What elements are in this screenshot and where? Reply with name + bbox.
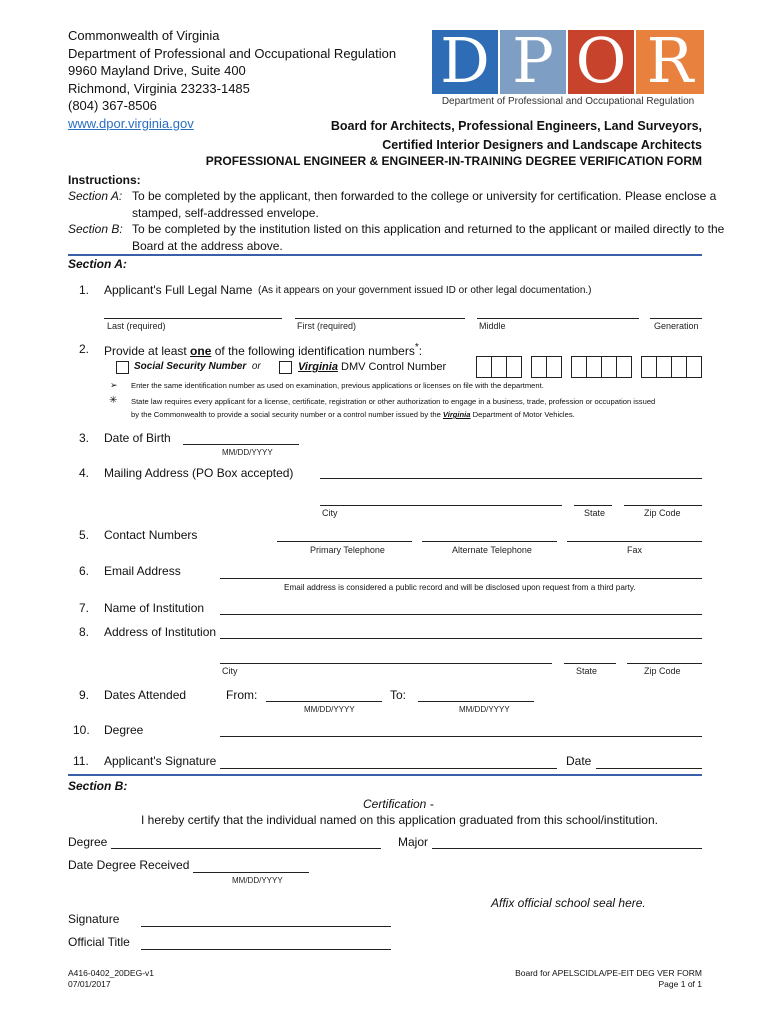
id-digit-box[interactable] [616, 356, 632, 378]
dpor-logo [432, 30, 704, 110]
q9-number: 9. [79, 688, 90, 702]
q5-label: Contact Numbers [104, 528, 198, 542]
last-name-caption: Last (required) [107, 321, 166, 331]
institution-city-field[interactable] [220, 663, 552, 664]
id-digit-box[interactable] [601, 356, 617, 378]
agency-line: Department of Professional and Occupational Regulation [68, 45, 397, 61]
asterisk-bullet-icon: ✳ [109, 395, 118, 406]
last-name-field[interactable] [104, 318, 282, 319]
alternate-telephone-field[interactable] [422, 541, 557, 542]
q6-label: Email Address [104, 564, 181, 578]
mailing-state-field[interactable] [574, 505, 612, 506]
from-label: From: [226, 688, 258, 702]
q2-law-note: State law requires every applicant for a license, certificate, registration or other authorization to engage in a business, trade, profession or occupation issued [131, 397, 656, 406]
section-a-heading: Section A: [68, 257, 127, 271]
school-seal-note: Affix official school seal here. [491, 896, 646, 910]
institution-zip-caption: Zip Code [644, 666, 681, 676]
id-digit-box[interactable] [491, 356, 507, 378]
id-digit-box[interactable] [571, 356, 587, 378]
degree-label: Degree [68, 835, 108, 849]
logo-caption: Department of Professional and Occupational Regulation [441, 96, 695, 107]
certified-degree-field[interactable] [111, 848, 381, 849]
instructions-b-text: To be completed by the institution listed on this application and returned to the applicant or mailed directly to the [132, 222, 725, 236]
ssn-checkbox[interactable] [116, 361, 129, 374]
q1-label: Applicant's Full Legal Name [104, 283, 253, 297]
id-digit-box[interactable] [546, 356, 562, 378]
q2-label: Provide at least one of the following identification numbers*: [104, 342, 423, 358]
official-signature-label: Signature [68, 912, 120, 926]
fax-caption: Fax [627, 545, 643, 555]
agency-line: Commonwealth of Virginia [68, 28, 220, 43]
instructions-b-text: Board at the address above. [132, 239, 283, 253]
middle-name-caption: Middle [479, 321, 506, 331]
id-digit-box[interactable] [656, 356, 672, 378]
q2-number: 2. [79, 342, 90, 356]
primary-telephone-caption: Primary Telephone [310, 545, 385, 555]
id-digit-box[interactable] [671, 356, 687, 378]
q5-number: 5. [79, 528, 90, 542]
mailing-city-field[interactable] [320, 505, 562, 506]
agency-line: 9960 Mayland Drive, Suite 400 [68, 63, 246, 78]
q1-note: (As it appears on your government issued ID or other legal documentation.) [258, 285, 592, 296]
board-name [331, 117, 702, 155]
date-degree-received-field[interactable] [193, 872, 309, 873]
major-field[interactable] [432, 848, 702, 849]
instructions-a-text: stamped, self-addressed envelope. [132, 206, 319, 220]
q3-label: Date of Birth [104, 431, 171, 445]
agency-line: Richmond, Virginia 23233-1485 [68, 80, 250, 96]
q8-label: Address of Institution [104, 625, 217, 639]
instructions-heading: Instructions: [68, 173, 141, 187]
ssn-label: Social Security Number or [134, 361, 261, 372]
mailing-zip-field[interactable] [624, 505, 702, 506]
q9-label: Dates Attended [104, 688, 187, 702]
arrow-bullet-icon: ➢ [110, 380, 118, 390]
section-b-heading: Section B: [68, 779, 128, 793]
q1-number: 1. [79, 283, 90, 297]
section-divider [68, 774, 702, 776]
generation-caption: Generation [654, 321, 699, 331]
mailing-city-caption: City [322, 508, 338, 518]
mailing-address-field[interactable] [320, 478, 702, 479]
agency-line: (804) 367-8506 [68, 98, 157, 113]
dmv-checkbox[interactable] [279, 361, 292, 374]
logo-letter-d: D [440, 30, 490, 97]
id-digit-box[interactable] [506, 356, 522, 378]
dob-format-caption: MM/DD/YYYY [222, 448, 273, 457]
to-format-caption: MM/DD/YYYY [459, 705, 510, 714]
id-digit-box[interactable] [531, 356, 547, 378]
footer-right [515, 968, 702, 990]
email-note: Email address is considered a public record and will be disclosed upon request from a third party. [284, 583, 636, 592]
mailing-state-caption: State [584, 508, 606, 518]
institution-name-field[interactable] [220, 614, 702, 615]
q10-label: Degree [104, 723, 144, 737]
q3-number: 3. [79, 431, 90, 445]
q10-number: 10. [73, 723, 90, 737]
mailing-zip-caption: Zip Code [644, 508, 681, 518]
institution-state-field[interactable] [564, 663, 616, 664]
major-label: Major [398, 835, 429, 849]
q4-label: Mailing Address (PO Box accepted) [104, 466, 294, 480]
q11-number: 11. [73, 754, 89, 768]
form-name: Board for APELSCIDLA/PE-EIT DEG VER FORM [515, 968, 702, 978]
official-title-field[interactable] [141, 949, 391, 950]
form-date: 07/01/2017 [68, 979, 111, 989]
instructions-a-label: Section A: [68, 189, 123, 203]
q7-number: 7. [79, 601, 90, 615]
alternate-telephone-caption: Alternate Telephone [452, 545, 532, 555]
logo-letter-r: R [646, 30, 694, 97]
q2-law-note: by the Commonwealth to provide a social security number or a control number issued by the Virginia Department of Motor Vehicles. [131, 410, 575, 419]
email-address-field[interactable] [220, 578, 702, 579]
first-name-caption: First (required) [297, 321, 357, 331]
signature-date-field[interactable] [596, 768, 702, 769]
signature-date-label: Date [566, 754, 592, 768]
q7-label: Name of Institution [104, 601, 205, 615]
applicant-signature-field[interactable] [220, 768, 557, 769]
q4-number: 4. [79, 466, 90, 480]
institution-state-caption: State [576, 666, 598, 676]
date-of-birth-field[interactable] [183, 444, 299, 445]
dmv-label: Virginia DMV Control Number [298, 361, 447, 373]
q8-number: 8. [79, 625, 90, 639]
instructions-a-text: To be completed by the applicant, then forwarded to the college or university for certification. Please enclose a [132, 189, 717, 203]
to-label: To: [390, 688, 407, 702]
website-link[interactable]: www.dpor.virginia.gov [68, 115, 194, 131]
footer-left [68, 968, 154, 990]
q11-label: Applicant's Signature [104, 754, 217, 768]
certification-text: I hereby certify that the individual named on this application graduated from this school/institution. [141, 813, 658, 827]
primary-telephone-field[interactable] [277, 541, 412, 542]
institution-address-field[interactable] [220, 638, 702, 639]
official-signature-field[interactable] [141, 926, 391, 927]
certification-title: Certification - [363, 797, 434, 811]
board-line: Board for Architects, Professional Engineers, Land Surveyors, [330, 119, 702, 133]
first-name-field[interactable] [295, 318, 465, 319]
id-digit-box[interactable] [641, 356, 657, 378]
q2-bullet-note: Enter the same identification number as used on examination, previous applications or licenses on file with the department. [131, 381, 544, 390]
logo-letter-p: P [512, 30, 554, 97]
dates-from-field[interactable] [266, 701, 382, 702]
instructions-b-label: Section B: [68, 222, 123, 236]
generation-field[interactable] [650, 318, 702, 319]
form-title: PROFESSIONAL ENGINEER & ENGINEER-IN-TRAINING DEGREE VERIFICATION FORM [205, 154, 702, 168]
from-format-caption: MM/DD/YYYY [304, 705, 355, 714]
institution-city-caption: City [222, 666, 238, 676]
page-number: Page 1 of 1 [658, 979, 702, 989]
logo-letter-o: O [575, 30, 627, 97]
fax-field[interactable] [567, 541, 702, 542]
date-degree-received-label: Date Degree Received [68, 858, 190, 872]
section-divider [68, 254, 702, 256]
board-line: Certified Interior Designers and Landscape Architects [382, 138, 702, 152]
official-title-label: Official Title [68, 935, 130, 949]
institution-zip-field[interactable] [627, 663, 702, 664]
q6-number: 6. [79, 564, 90, 578]
middle-name-field[interactable] [477, 318, 639, 319]
id-digit-box[interactable] [686, 356, 702, 378]
dates-to-field[interactable] [418, 701, 534, 702]
form-code: A416-0402_20DEG-v1 [68, 968, 155, 978]
id-digit-box[interactable] [586, 356, 602, 378]
degree-date-format-caption: MM/DD/YYYY [232, 876, 283, 885]
degree-field[interactable] [220, 736, 702, 737]
id-digit-box[interactable] [476, 356, 492, 378]
